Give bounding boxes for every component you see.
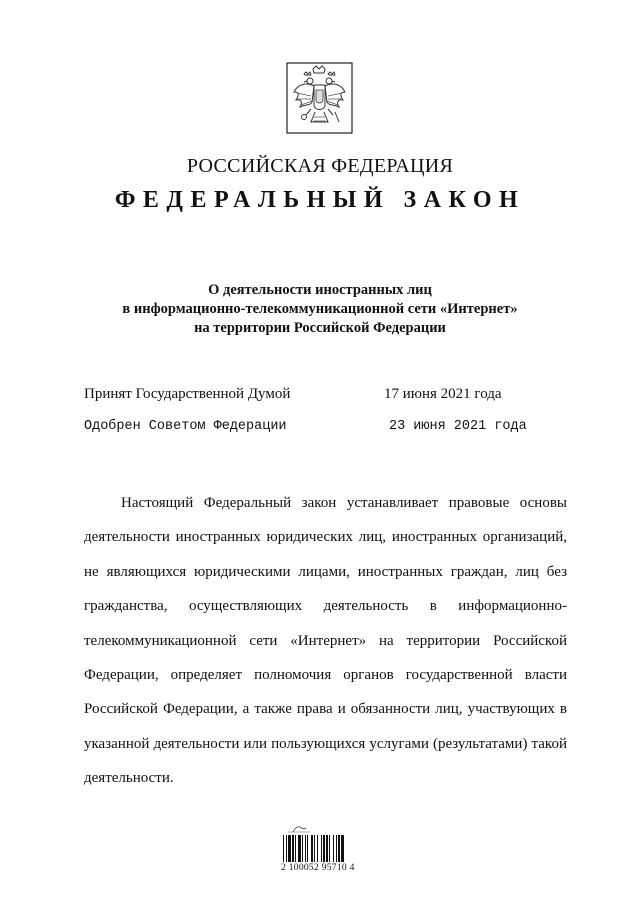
- barcode-number: 2 100052 95710 4: [281, 863, 355, 873]
- duma-adoption-date: 17 июня 2021 года: [384, 386, 502, 402]
- duma-adoption-label: Принят Государственной Думой: [84, 386, 291, 402]
- law-title-line: на территории Российской Федерации: [194, 320, 446, 336]
- country-heading: РОССИЙСКАЯ ФЕДЕРАЦИЯ: [186, 155, 454, 177]
- law-title-line: в информационно-телекоммуникационной сети «Интернет»: [122, 301, 518, 317]
- council-approval-label: Одобрен Советом Федерации: [84, 419, 287, 434]
- coat-of-arms-icon: [286, 62, 353, 134]
- barcode-icon: [283, 835, 367, 862]
- council-approval-date: 23 июня 2021 года: [389, 419, 527, 434]
- barcode-mark-icon: [285, 825, 315, 833]
- barcode: [281, 823, 371, 875]
- law-title: [0, 281, 640, 338]
- law-title-line: О деятельности иностранных лиц: [208, 282, 432, 298]
- document-type-heading: ФЕДЕРАЛЬНЫЙ ЗАКОН: [114, 187, 526, 213]
- preamble-paragraph: Настоящий Федеральный закон устанавливает правовые основы деятельности иностранных юридических лиц, иностранных организаций, не являющихся юридическими лицами, иностранных граждан, лиц без гражданства, осуществляющих деятельность в информационно-телекоммуникационной сети «Интернет» на территории Российской Федерации, определяет полномочия органов государственной власти Российской Федерации, а также права и обязанности лиц, участвующих в указанной деятельности или пользующихся услугами (результатами) такой деятельности.: [84, 495, 567, 787]
